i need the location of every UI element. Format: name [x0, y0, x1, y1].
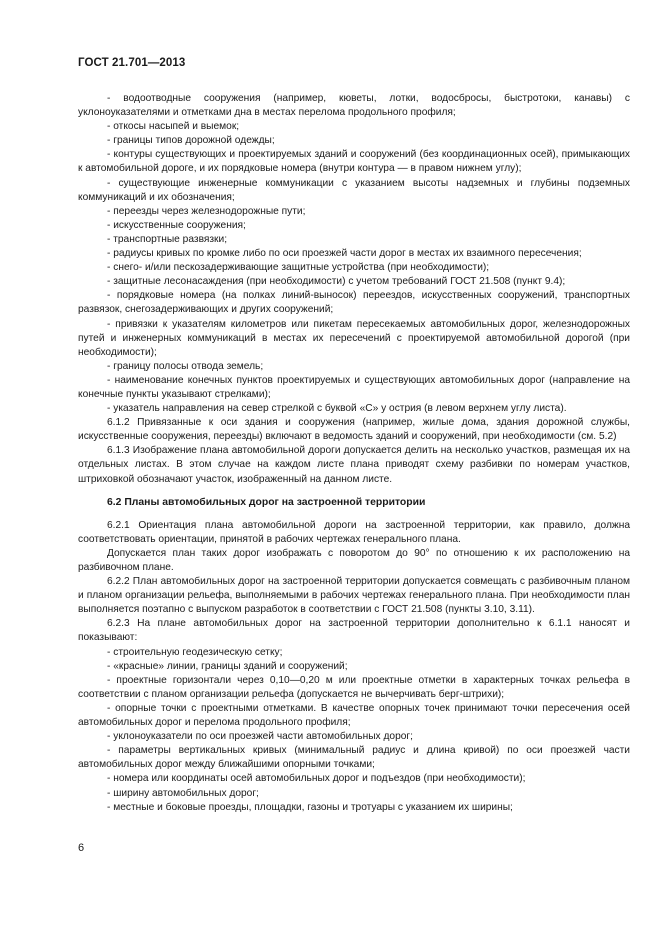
list-item: - контуры существующих и проектируемых зданий и сооружений (без координационных осей), примыкающих к автомобильной дороге, и их порядковые номера (внутри контура — в правом нижнем углу);: [78, 149, 630, 175]
list-item: - параметры вертикальных кривых (минимальный радиус и длина кривой) по оси проезжей части автомобильных дорог между ближайшими опорными точками;: [78, 745, 630, 771]
list-item: - откосы насыпей и выемок;: [107, 121, 240, 133]
list-item: - защитные лесонасаждения (при необходимости) с учетом требований ГОСТ 21.508 (пункт 9.4);: [107, 276, 566, 288]
list-item: - местные и боковые проезды, площадки, газоны и тротуары с указанием их ширины;: [107, 801, 513, 813]
list-item: - существующие инженерные коммуникации с указанием высоты надземных и глубины подземных коммуникаций и их обозначения;: [78, 177, 630, 203]
list-item: - переезды через железнодорожные пути;: [107, 205, 306, 217]
section-heading: 6.2 Планы автомобильных дорог на застроенной территории: [107, 496, 426, 508]
document-header: ГОСТ 21.701—2013: [78, 57, 186, 69]
list-item: - транспортные развязки;: [107, 233, 228, 245]
clause-6-2-3: 6.2.3 На плане автомобильных дорог на застроенной территории дополнительно к 6.1.1 наносят и показывают:: [78, 618, 630, 644]
list-b: [78, 519, 630, 815]
list-item: - номера или координаты осей автомобильных дорог и подъездов (при необходимости);: [107, 773, 526, 785]
list-item: - радиусы кривых по кромке либо по оси проезжей части дорог в местах их взаимного пересечения;: [107, 248, 582, 260]
list-item: - строительную геодезическую сетку;: [107, 646, 283, 658]
list-item: - уклоноуказатели по оси проезжей части автомобильных дорог;: [107, 731, 413, 743]
list-item: - снего- и/или пескозадерживающие защитные устройства (при необходимости);: [107, 262, 490, 274]
list-item: - порядковые номера (на полках линий-выносок) переездов, искусственных сооружений, транспортных развязок, снегозадерживающих и других сооружений;: [78, 290, 630, 316]
list-item: - искусственные сооружения;: [107, 219, 246, 231]
list-a: [78, 92, 630, 487]
paragraph: Допускается план таких дорог изображать с поворотом до 90° по отношению к их расположению на разбивочном плане.: [78, 547, 630, 573]
page-number: 6: [78, 842, 85, 854]
list-item: - привязки к указателям километров или пикетам пересекаемых автомобильных дорог, железнодорожных путей и инженерных коммуникаций в местах их пересечений с проектируемой автомобильной дорогой (при необходимости);: [78, 318, 630, 358]
list-item: - водоотводные сооружения (например, кюветы, лотки, водосбросы, быстротоки, канавы) с уклоноуказателями и отметками дна в местах перелома продольного профиля;: [78, 93, 630, 119]
clause-6-2-1: 6.2.1 Ориентация плана автомобильной дороги на застроенной территории, как правило, должна соответствовать ориентации, принятой в рабочих чертежах генерального плана.: [78, 519, 630, 545]
list-item: - указатель направления на север стрелкой с буквой «С» у острия (в левом верхнем углу листа).: [107, 403, 567, 415]
list-item: - наименование конечных пунктов проектируемых и существующих автомобильных дорог (направление на конечные пункты указывают стрелками);: [78, 374, 630, 400]
clause-6-1-3: 6.1.3 Изображение плана автомобильной дороги допускается делить на несколько участков, размещая их на отдельных листах. В этом случае на каждом листе плана приводят схему разбивки по номерам участков, штриховкой обозначают участок, изображенный на данном листе.: [78, 445, 630, 485]
document-body: [78, 92, 630, 815]
list-item: - ширину автомобильных дорог;: [107, 787, 259, 799]
list-item: - «красные» линии, границы зданий и сооружений;: [107, 660, 348, 672]
list-item: - проектные горизонтали через 0,10—0,20 м или проектные отметки в характерных точках рельефа в соответствии с планом организации рельефа (допускается не вычерчивать берг-штрихи);: [78, 674, 630, 700]
list-item: - опорные точки с проектными отметками. В качестве опорных точек принимают точки пересечения осей автомобильных дорог и перелома продольного профиля;: [78, 702, 630, 729]
list-item: - границы типов дорожной одежды;: [107, 135, 275, 147]
clause-6-2-2: 6.2.2 План автомобильных дорог на застроенной территории допускается совмещать с разбивочным планом и планом организации рельефа, выполняемыми в рабочих чертежах генерального плана. При необходимости план выполняется поэтапно с выпуском разработок в соответствии с ГОСТ 21.508 (пункты 3.10, 3.11).: [78, 576, 630, 616]
list-item: - границу полосы отвода земель;: [107, 360, 264, 372]
clause-6-1-2: 6.1.2 Привязанные к оси здания и сооружения (например, жилые дома, здания дорожной службы, искусственные сооружения, переезды) включают в ведомость зданий и сооружений, при необходимости (см. 5.2): [78, 417, 630, 443]
